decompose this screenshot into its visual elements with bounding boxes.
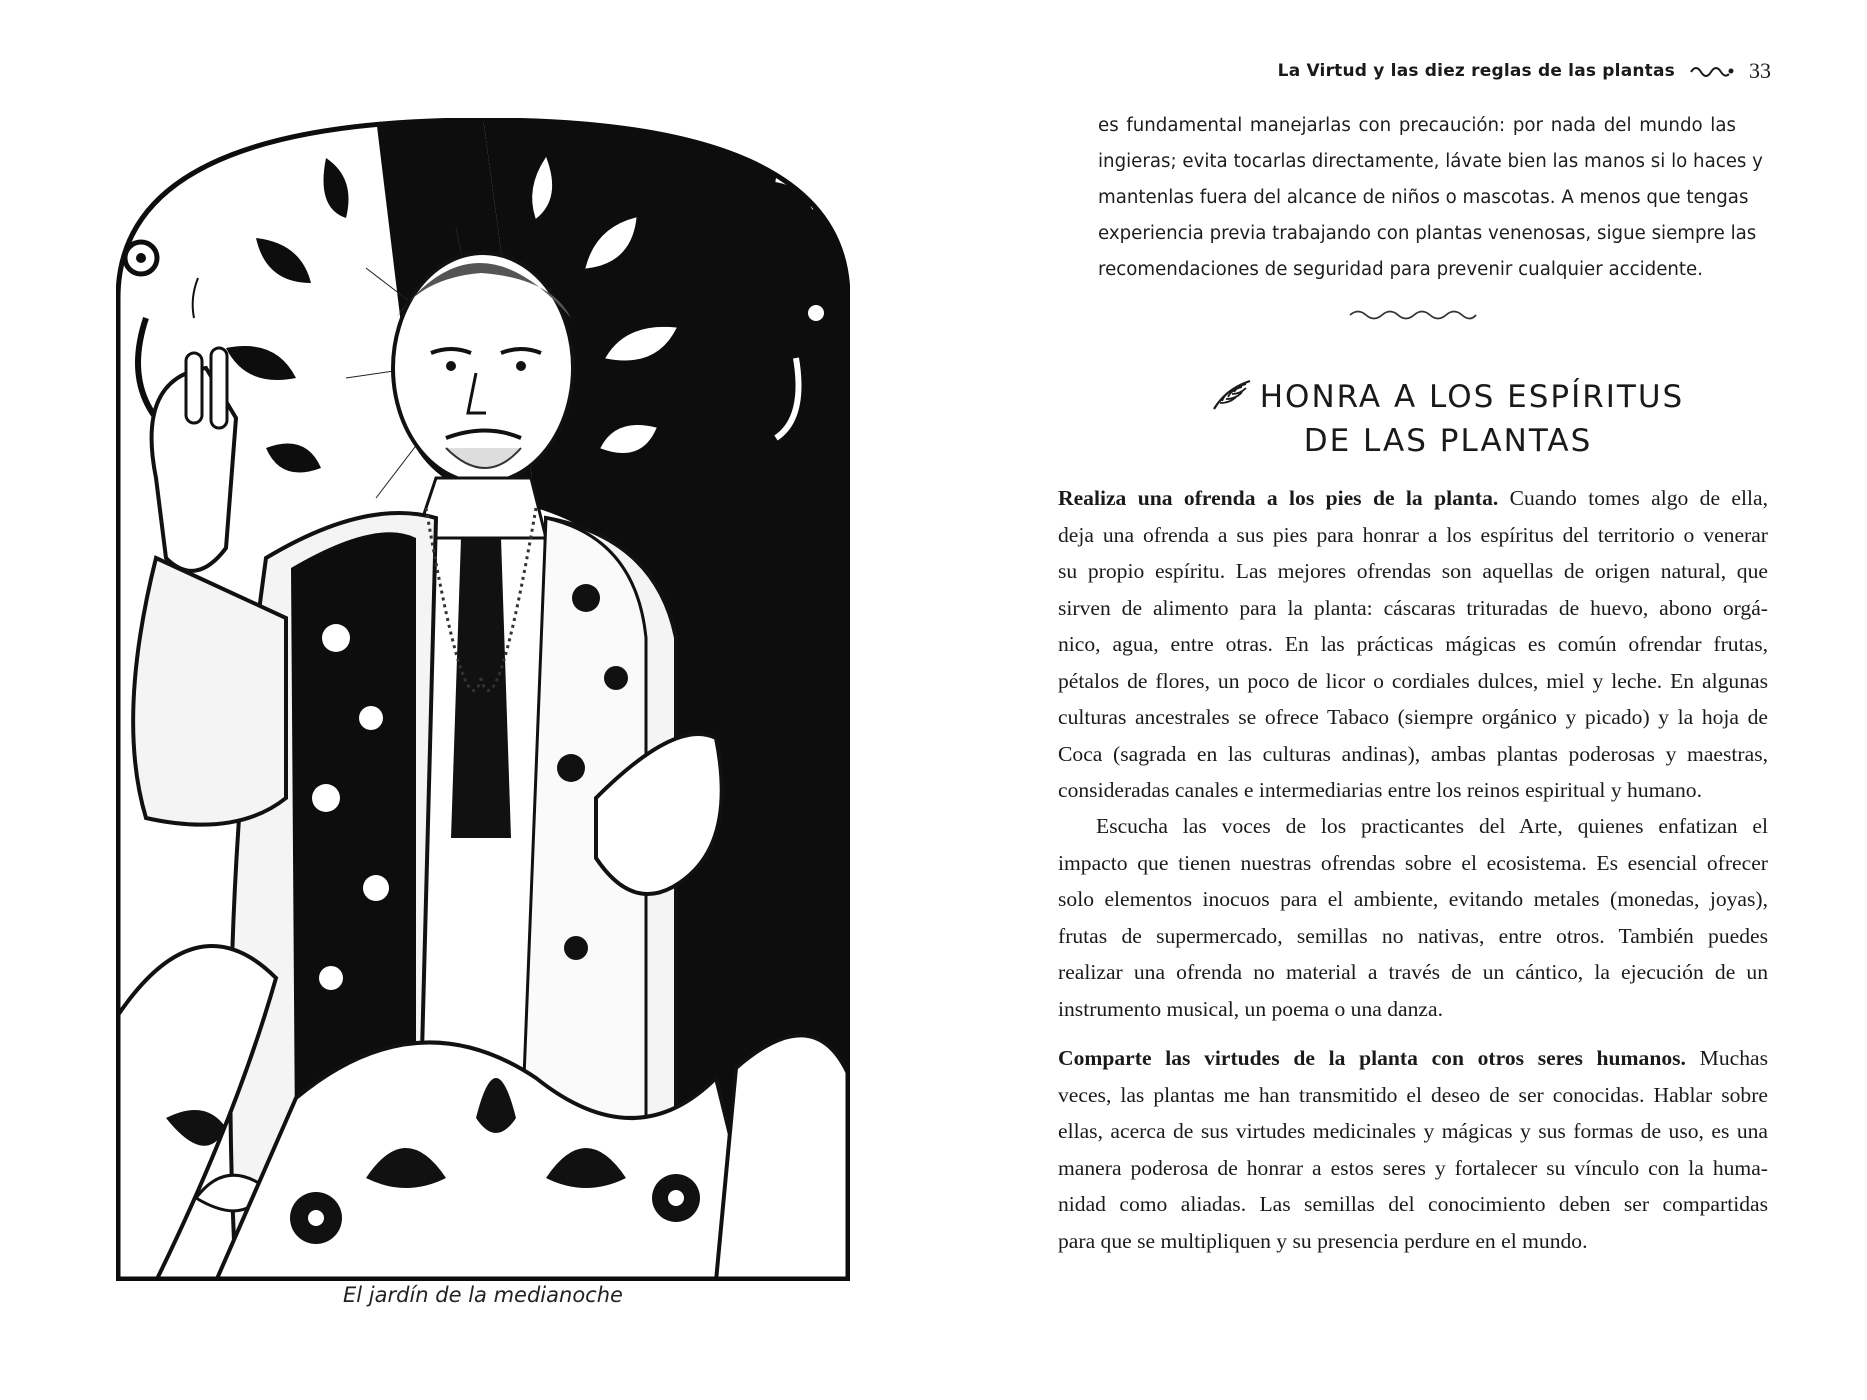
paragraph-line: su propio espíritu. Las mejores ofrendas son aquellas de origen natural, que bbox=[1058, 559, 1768, 583]
paragraph-line: veces, las plantas me han transmitido el deseo de ser conocidas. Hablar sobre bbox=[1058, 1082, 1768, 1107]
paragraph-line: culturas ancestrales se ofrece Tabaco (siempre orgánico y picado) y la hoja de bbox=[1058, 705, 1768, 729]
section-title-line2: DE LAS PLANTAS bbox=[1303, 423, 1593, 459]
paragraph-line: realizar una ofrenda no material a través de un cántico, la ejecución de un bbox=[1058, 960, 1768, 984]
paragraph-text: Muchas bbox=[1685, 1046, 1768, 1070]
paragraph-first-line bbox=[1058, 1040, 1768, 1077]
paragraph-first-line bbox=[1058, 480, 1768, 517]
paragraph-text: Cuando tomes algo de ella, bbox=[1498, 486, 1768, 510]
swirl-ornament-icon bbox=[1689, 64, 1735, 78]
paragraph-line: solo elementos inocuos para el ambiente, evitando metales (monedas, joyas), bbox=[1058, 887, 1768, 911]
paragraph-line: impacto que tienen nuestras ofrendas sobre el ecosistema. Es esencial ofrecer bbox=[1058, 850, 1768, 875]
running-head bbox=[1278, 58, 1771, 84]
paragraph-line: sirven de alimento para la planta: cáscaras trituradas de huevo, abono orgá- bbox=[1058, 595, 1768, 620]
left-page bbox=[0, 0, 930, 1400]
intro-paragraph bbox=[1098, 108, 1763, 288]
feather-leaf-icon bbox=[1212, 379, 1252, 411]
intro-line: recomendaciones de seguridad para prevenir cualquier accidente. bbox=[1098, 259, 1704, 280]
paragraph-line: nico, agua, entre otras. En las prácticas mágicas es común ofrendar frutas, bbox=[1058, 632, 1768, 656]
paragraph-lead: Comparte las virtudes de la planta con otros seres humanos. bbox=[1058, 1046, 1686, 1070]
paragraph-line: consideradas canales e intermediarias entre los reinos espiritual y humano. bbox=[1058, 778, 1702, 802]
figure-caption: El jardín de la medianoche bbox=[343, 1283, 623, 1307]
paragraph-share bbox=[1058, 1040, 1768, 1259]
paragraph-line: Coca (sagrada en las culturas andinas), ambas plantas poderosas y maestras, bbox=[1058, 741, 1768, 766]
right-page bbox=[930, 0, 1867, 1400]
wave-divider-icon bbox=[1348, 308, 1478, 322]
intro-line: experiencia previa trabajando con plantas venenosas, sigue siempre las bbox=[1098, 223, 1757, 244]
paragraph-line: pétalos de flores, un poco de licor o cordiales dulces, miel y leche. En algunas bbox=[1058, 668, 1768, 693]
paragraph-offering bbox=[1058, 480, 1768, 809]
paragraph-line: nidad como aliadas. Las semillas del conocimiento deben ser compartidas bbox=[1058, 1192, 1768, 1216]
paragraph-line: ellas, acerca de sus virtudes medicinales y mágicas y sus formas de uso, es una bbox=[1058, 1119, 1768, 1143]
paragraph-line: para que se multipliquen y su presencia perdure en el mundo. bbox=[1058, 1228, 1588, 1253]
intro-line: es fundamental manejarlas con precaución: por nada del mundo las bbox=[1098, 115, 1736, 136]
running-head-title: La Virtud y las diez reglas de las plantas bbox=[1277, 61, 1675, 81]
section-title bbox=[1098, 375, 1798, 463]
paragraph-line: manera poderosa de honrar a estos seres y fortalecer su vínculo con la huma- bbox=[1058, 1155, 1768, 1180]
page-number: 33 bbox=[1749, 58, 1771, 83]
section-title-line1: HONRA A LOS ESPÍRITUS bbox=[1259, 379, 1685, 415]
paragraph-lead: Realiza una ofrenda a los pies de la planta. bbox=[1058, 486, 1499, 510]
intro-line: mantenlas fuera del alcance de niños o mascotas. A menos que tengas bbox=[1098, 187, 1749, 208]
intro-line: ingieras; evita tocarlas directamente, lávate bien las manos si lo haces y bbox=[1098, 151, 1763, 172]
paragraph-line: Escucha las voces de los practicantes del Arte, quienes enfatizan el bbox=[1096, 814, 1768, 838]
ink-illustration bbox=[116, 118, 850, 1281]
illustration bbox=[116, 118, 850, 1281]
paragraph-line: deja una ofrenda a sus pies para honrar a los espíritus del territorio o venerar bbox=[1058, 522, 1768, 547]
paragraph-line: frutas de supermercado, semillas no nativas, entre otros. También puedes bbox=[1058, 923, 1768, 948]
paragraph-ecosystem bbox=[1058, 808, 1768, 1027]
paragraph-line: instrumento musical, un poema o una danza. bbox=[1058, 996, 1443, 1021]
